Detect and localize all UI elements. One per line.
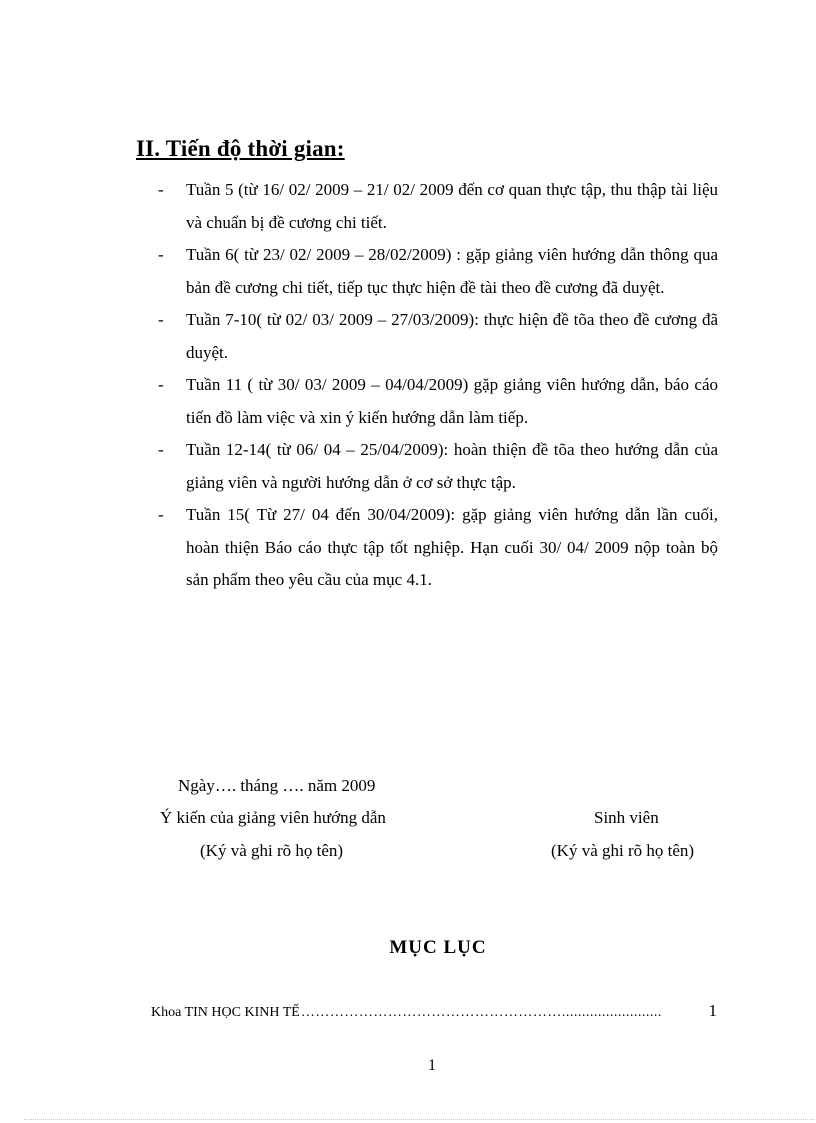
schedule-item-text: Tuần 11 ( từ 30/ 03/ 2009 – 04/04/2009) gặp giảng viên hướng dẫn, báo cáo tiến đồ làm việc và xin ý kiến hướng dẫn làm tiếp. [186,375,718,427]
student-heading: Sinh viên [594,808,659,827]
bullet-dash: - [158,440,164,459]
toc-entry-label: Khoa TIN HỌC KINH TẾ [151,1005,300,1020]
bullet-dash: - [158,375,164,394]
bullet-dash: - [158,180,164,199]
bullet-dash: - [158,245,164,264]
schedule-item [158,239,718,304]
section-title: II. Tiến độ thời gian: [136,136,345,161]
schedule-item [158,174,718,239]
toc-title: MỤC LỤC [389,937,487,958]
page-edge-divider [24,1119,814,1120]
schedule-item [158,369,718,434]
schedule-list [158,174,718,597]
schedule-item [158,304,718,369]
toc-entry-page: 1 [708,1001,717,1020]
schedule-item-text: Tuần 7-10( từ 02/ 03/ 2009 – 27/03/2009): thực hiện đề tõa theo đề cương đã duyệt. [186,310,718,362]
schedule-item-text: Tuần 12-14( từ 06/ 04 – 25/04/2009): hoàn thiện đề tõa theo hướng dẫn của giảng viên và người hướng dẫn ở cơ sở thực tập. [186,440,718,492]
schedule-item-text: Tuần 6( từ 23/ 02/ 2009 – 28/02/2009) : gặp giảng viên hướng dẫn thông qua bản đề cương chi tiết, tiếp tục thực hiện đề tài theo đề cương đã duyệt. [186,245,718,297]
bullet-dash: - [158,505,164,524]
schedule-item [158,434,718,499]
schedule-item-text: Tuần 5 (từ 16/ 02/ 2009 – 21/ 02/ 2009 đến cơ quan thực tập, thu thập tài liệu và chuẩn bị đề cương chi tiết. [186,180,718,232]
signature-date-line: Ngày…. tháng …. năm 2009 [178,776,376,795]
bullet-dash: - [158,310,164,329]
schedule-item [158,499,718,597]
toc-entry-leader: ………………………………………………......................... [300,1005,662,1020]
advisor-signature-note: (Ký và ghi rõ họ tên) [200,841,344,860]
schedule-item-text: Tuần 15( Từ 27/ 04 đến 30/04/2009): gặp giảng viên hướng dẫn lần cuối, hoàn thiện Báo cáo thực tập tốt nghiệp. Hạn cuối 30/ 04/ 2009 nộp toàn bộ sản phẩm theo yêu cầu của mục 4.1. [186,505,718,589]
student-signature-note: (Ký và ghi rõ họ tên) [551,841,695,860]
toc-entry[interactable] [151,1001,717,1021]
page-number: 1 [428,1057,436,1074]
advisor-comment-heading: Ý kiến của giảng viên hướng dẫn [160,808,386,827]
